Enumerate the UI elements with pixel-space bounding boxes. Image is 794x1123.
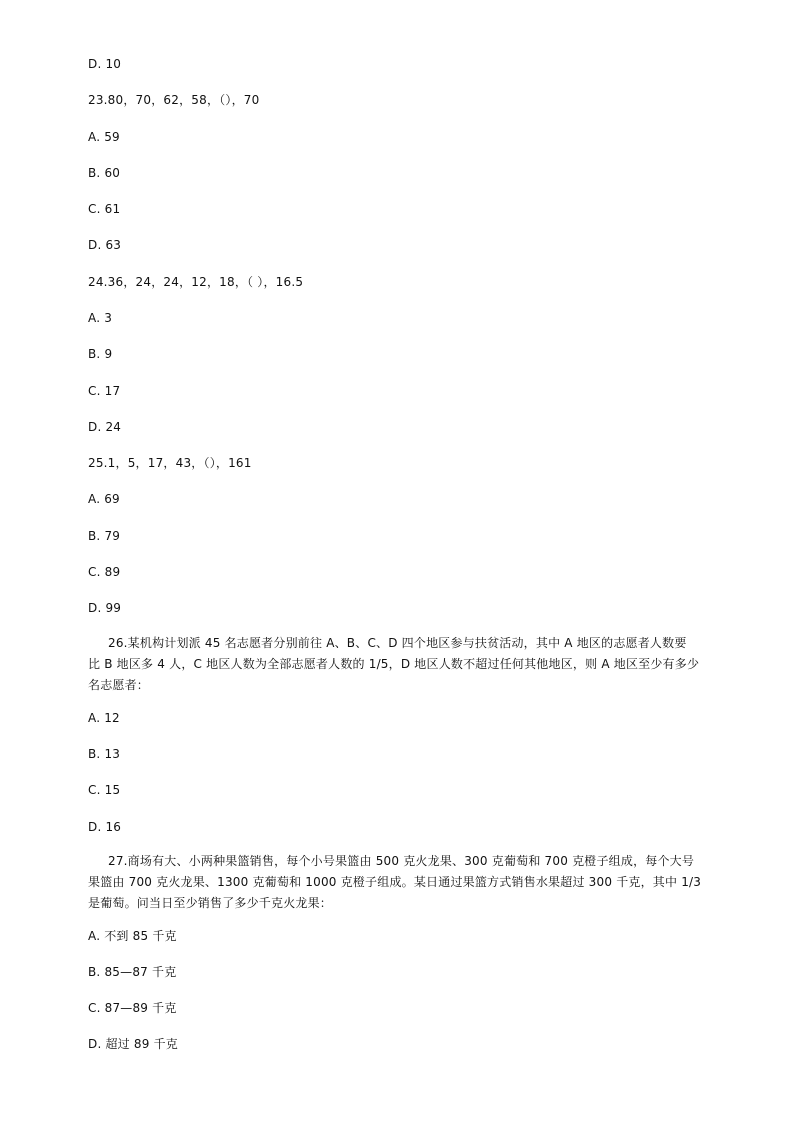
q26-option-a: A. 12 [88, 711, 120, 725]
q26-option-b: B. 13 [88, 747, 121, 761]
q25-option-d: D. 99 [88, 601, 122, 615]
q23-option-c: C. 61 [88, 202, 121, 216]
q26-stem-line-1: 26.某机构计划派 45 名志愿者分别前往 A、B、C、D 四个地区参与扶贫活动，其中 A 地区的志愿者人数要 [108, 636, 687, 650]
q25-option-c: C. 89 [88, 565, 121, 579]
q24-option-b: B. 9 [88, 347, 113, 361]
q24-option-c: C. 17 [88, 384, 121, 398]
q27-option-c: C. 87—89 千克 [88, 1001, 177, 1015]
q26-option-c: C. 15 [88, 783, 121, 797]
q24-option-a: A. 3 [88, 311, 113, 325]
q27-option-a: A. 不到 85 千克 [88, 929, 177, 943]
q25-option-a: A. 69 [88, 492, 120, 506]
q25-option-b: B. 79 [88, 529, 121, 543]
q22-option-d: D. 10 [88, 57, 122, 71]
q27-stem-line-3: 是葡萄。问当日至少销售了多少千克火龙果： [88, 896, 333, 910]
q24-option-d: D. 24 [88, 420, 122, 434]
q23-option-d: D. 63 [88, 238, 122, 252]
q27-stem-line-2: 果篮由 700 克火龙果、1300 克葡萄和 1000 克橙子组成。某日通过果篮方式销售水果超过 300 千克，其中 1/3 [88, 875, 702, 889]
q23-stem: 23.80，70，62，58，（），70 [88, 93, 260, 107]
q26-stem-line-3: 名志愿者： [88, 678, 150, 692]
q27-option-b: B. 85—87 千克 [88, 965, 177, 979]
q24-stem: 24.36，24，24，12，18，（ ），16.5 [88, 275, 304, 289]
q26-stem [88, 633, 728, 696]
q23-option-a: A. 59 [88, 130, 120, 144]
q23-option-b: B. 60 [88, 166, 121, 180]
q26-stem-line-2: 比 B 地区多 4 人，C 地区人数为全部志愿者人数的 1/5，D 地区人数不超过任何其他地区，则 A 地区至少有多少 [88, 657, 700, 671]
q27-stem [88, 851, 728, 914]
q26-option-d: D. 16 [88, 820, 122, 834]
q27-stem-line-1: 27.商场有大、小两种果篮销售，每个小号果篮由 500 克火龙果、300 克葡萄和 700 克橙子组成，每个大号 [108, 854, 695, 868]
q27-option-d: D. 超过 89 千克 [88, 1037, 178, 1051]
q25-stem: 25.1，5，17，43，（），161 [88, 456, 252, 470]
